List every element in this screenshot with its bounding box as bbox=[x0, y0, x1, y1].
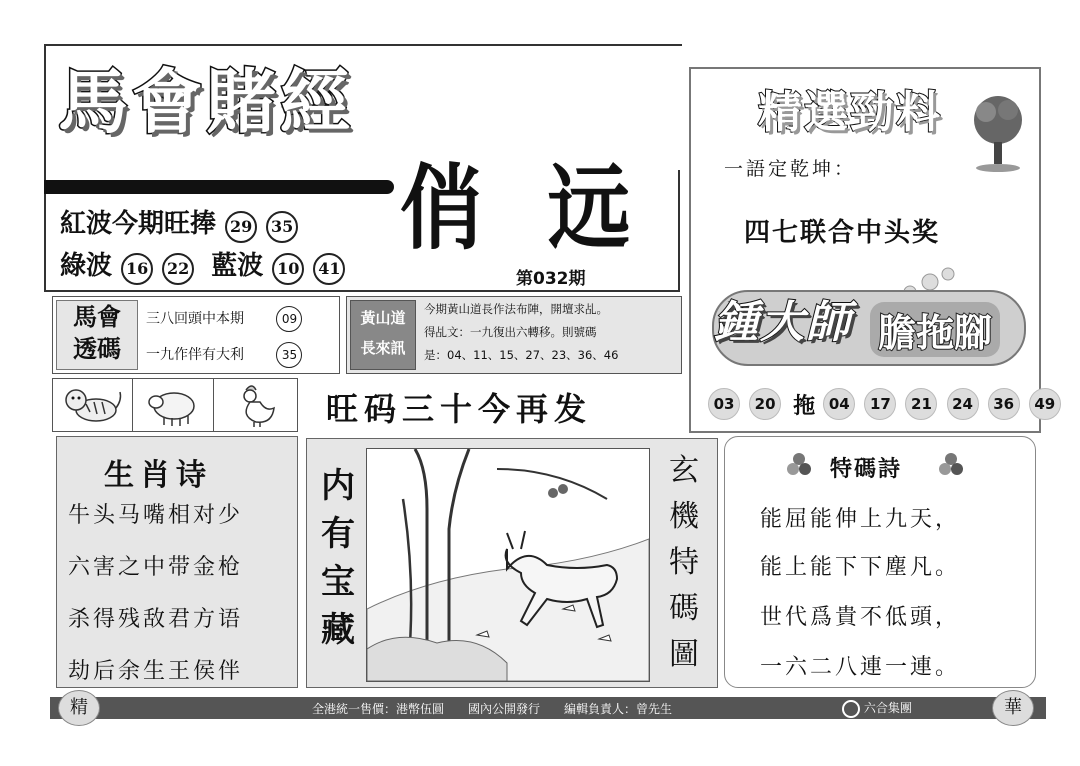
right-slogan: 四七联合中头奖 bbox=[744, 218, 941, 248]
footer-right-char: 華 bbox=[1004, 697, 1022, 718]
tiger-icon bbox=[62, 380, 124, 432]
yellowmtn-text-line3: 是：04、11、15、27、23、36、46 bbox=[424, 348, 619, 362]
footer-left-badge bbox=[58, 690, 100, 726]
clover-icon-right bbox=[938, 452, 964, 482]
tips-label-line2: 透碼 bbox=[73, 334, 121, 363]
shengxiao-line: 劫后余生王侯伴 bbox=[68, 659, 244, 684]
tips-num-2: 35 bbox=[276, 342, 302, 368]
green-blue-row bbox=[60, 248, 345, 285]
blue-num-1: 10 bbox=[272, 253, 304, 285]
dantuo-num: 20 bbox=[749, 388, 781, 420]
zodiac-divider-1 bbox=[132, 378, 133, 432]
tips-line-2-text: 一九作伴有大利 bbox=[146, 347, 244, 363]
tips-line-2 bbox=[146, 342, 302, 368]
red-wave-label: 紅波今期旺捧 bbox=[60, 209, 217, 239]
yellowmtn-text bbox=[424, 298, 618, 367]
tema-poem-title: 特碼詩 bbox=[830, 457, 903, 482]
blue-num-2: 41 bbox=[313, 253, 345, 285]
footer-right-badge bbox=[992, 690, 1034, 726]
treasure-right-text: 玄機特碼圖 bbox=[669, 453, 699, 672]
dantuo-num: 04 bbox=[823, 388, 855, 420]
clover-icon-left bbox=[786, 452, 812, 482]
yellowmtn-text-line1: 今期黃山道長作法布陣，開壇求乩。 bbox=[424, 302, 608, 316]
green-num-2: 22 bbox=[162, 253, 194, 285]
shengxiao-line: 牛头马嘴相对少 bbox=[68, 503, 244, 528]
rooster-icon bbox=[228, 380, 284, 432]
header-black-bar bbox=[44, 180, 394, 194]
green-num-1: 16 bbox=[121, 253, 153, 285]
issue-number: 第032期 bbox=[516, 269, 586, 289]
dantuo-numbers bbox=[708, 388, 1065, 420]
treasure-illustration bbox=[366, 448, 650, 682]
shengxiao-line: 六害之中带金枪 bbox=[68, 555, 244, 580]
tips-label-line1: 馬會 bbox=[73, 302, 121, 331]
tips-line-1 bbox=[146, 306, 302, 332]
blue-label: 藍波 bbox=[211, 251, 264, 281]
tema-line: 能屈能伸上九天， bbox=[760, 507, 961, 532]
header-bottom-border bbox=[44, 290, 680, 292]
big-title: 俏 远 bbox=[400, 154, 649, 262]
tips-label bbox=[56, 300, 138, 370]
red-num-2: 35 bbox=[266, 211, 298, 243]
tema-line: 一六二八連一連。 bbox=[760, 655, 961, 680]
yellowmtn-text-line2: 得乩文：一九復出六轉移。則號碼 bbox=[424, 325, 597, 339]
shengxiao-line: 杀得残敌君方语 bbox=[68, 607, 244, 632]
logo-title: 馬會賭經 bbox=[58, 61, 354, 143]
banner-left-text: 鍾大師 bbox=[714, 297, 852, 348]
zodiac-divider-2 bbox=[213, 378, 214, 432]
shengxiao-poem-title: 生肖诗 bbox=[104, 458, 212, 493]
dantuo-num: 24 bbox=[947, 388, 979, 420]
tree-icon bbox=[968, 92, 1028, 178]
wang-ma-slogan: 旺码三十今再发 bbox=[326, 390, 593, 428]
tuo-label: 拖 bbox=[793, 394, 816, 419]
footer-left-char: 精 bbox=[70, 697, 88, 718]
sheep-icon bbox=[142, 380, 204, 432]
footer-logo-text: 六合集團 bbox=[863, 701, 912, 715]
red-wave-row bbox=[60, 206, 298, 243]
header-right-border bbox=[678, 170, 680, 290]
dantuo-num: 17 bbox=[864, 388, 896, 420]
red-num-1: 29 bbox=[225, 211, 257, 243]
yellowmtn-label-line1: 黃山道 bbox=[360, 309, 406, 327]
footer-logo bbox=[842, 698, 912, 718]
yellowmtn-label bbox=[350, 300, 416, 370]
yi-yu-label: 一語定乾坤： bbox=[724, 158, 857, 180]
dantuo-num: 36 bbox=[988, 388, 1020, 420]
yellowmtn-label-line2: 長來訊 bbox=[360, 339, 406, 357]
banner-right-text: 膽拖腳 bbox=[870, 302, 1000, 357]
dantuo-num: 21 bbox=[905, 388, 937, 420]
tips-line-1-text: 三八回頭中本期 bbox=[146, 311, 244, 327]
green-label: 綠波 bbox=[60, 251, 113, 281]
tema-line: 能上能下下塵凡。 bbox=[760, 555, 961, 580]
dantuo-num: 49 bbox=[1029, 388, 1061, 420]
treasure-left-text: 内有宝藏 bbox=[321, 466, 355, 650]
right-panel-title: 精選勁料 bbox=[758, 87, 942, 138]
footer-logo-icon bbox=[842, 700, 860, 718]
tema-line: 世代爲貴不低頭， bbox=[760, 605, 961, 630]
dantuo-num: 03 bbox=[708, 388, 740, 420]
footer-text: 全港統一售價：港幣伍圓 國內公開發行 編輯負責人：曾先生 bbox=[312, 702, 673, 716]
tips-num-1: 09 bbox=[276, 306, 302, 332]
